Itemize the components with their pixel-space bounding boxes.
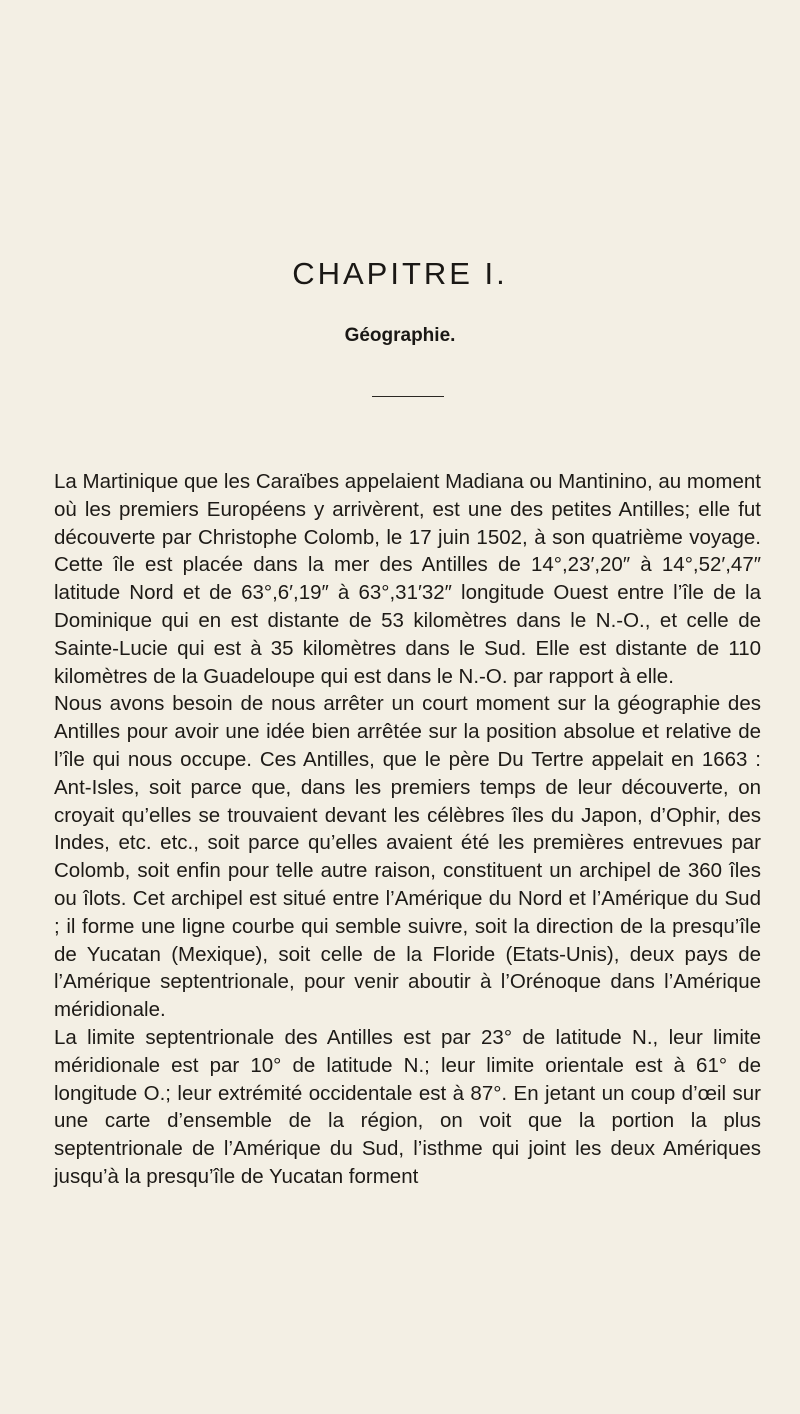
- paragraph-2: Nous avons besoin de nous arrêter un court moment sur la géographie des Antilles pour avoir une idée bien arrêtée sur la position absolue et relative de l’île qui nous occupe. Ces Antilles, que le père Du Tertre appelait en 1663 : Ant-Isles, soit parce que, dans les premiers temps de leur découverte, on croyait qu’elles se trouvaient devant les célèbres îles du Japon, d’Ophir, des Indes, etc. etc., soit parce qu’elles avaient été les premières entrevues par Colomb, soit enfin pour telle autre raison, constituent un archipel de 360 îles ou îlots. Cet archipel est situé entre l’Amérique du Nord et l’Amérique du Sud ; il forme une ligne courbe qui semble suivre, soit la direction de la presqu’île de Yucatan (Mexique), soit celle de la Floride (Etats-Unis), deux pays de l’Amérique septentrionale, pour venir aboutir à l’Orénoque dans l’Amérique méridionale.: [54, 692, 761, 1022]
- body-text: [54, 468, 761, 1191]
- paragraph-3: La limite septentrionale des Antilles est par 23° de latitude N., leur limite méridionale est par 10° de latitude N.; leur limite orientale est à 61° de longitude O.; leur extrémité occidentale est à 87°. En jetant un coup d’œil sur une carte d’ensemble de la région, on voit que la portion la plus septentrionale de l’Amérique du Sud, l’isthme qui joint les deux Amériques jusqu’à la presqu’île de Yucatan forment: [54, 1025, 761, 1188]
- chapter-title: CHAPITRE I.: [292, 256, 508, 291]
- section-title: Géographie.: [344, 325, 456, 346]
- section-divider: [372, 396, 444, 397]
- paragraph-1: La Martinique que les Caraïbes appelaient Madiana ou Mantinino, au moment où les premiers Européens y arrivèrent, est une des petites Antilles; elle fut découverte par Christophe Colomb, le 17 juin 1502, à son quatrième voyage. Cette île est placée dans la mer des Antilles de 14°,23′,20″ à 14°,52′,47″ latitude Nord et de 63°,6′,19″ à 63°,31′32″ longitude Ouest entre l’île de la Dominique qui en est distante de 53 kilomètres dans le N.-O., et celle de Sainte-Lucie qui est à 35 kilomètres dans le Sud. Elle est distante de 110 kilomètres de la Guadeloupe qui est dans le N.-O. par rapport à elle.: [54, 470, 761, 688]
